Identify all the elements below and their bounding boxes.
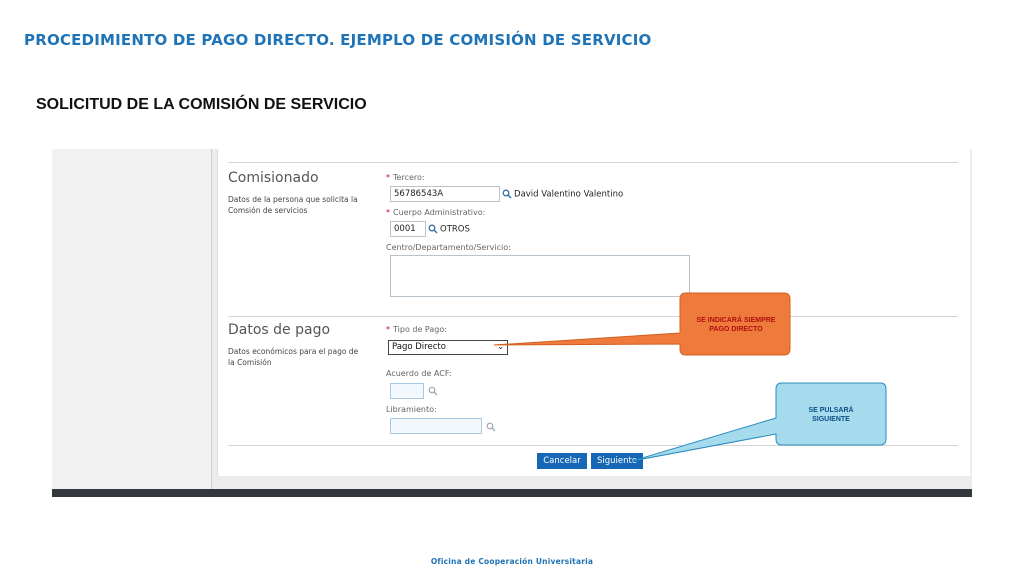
tipo-pago-label: * Tipo de Pago: — [386, 325, 447, 334]
callout-pago-text: SE INDICARÁ SIEMPRE PAGO DIRECTO — [696, 317, 776, 333]
cancel-button[interactable]: Cancelar — [537, 453, 587, 469]
libramiento-label: Libramiento: — [386, 405, 437, 414]
section-desc-comisionado: Datos de la persona que solicita la Comsión de servicios — [228, 195, 358, 215]
tercero-name: David Valentino Valentino — [514, 189, 624, 200]
tipo-pago-value: Pago Directo — [392, 342, 446, 352]
section-desc-pago: Datos económicos para el pago de la Comisión — [228, 347, 359, 367]
callout-siguiente-text: SE PULSARÁ SIGUIENTE — [808, 407, 854, 423]
cuerpo-name: OTROS — [440, 224, 470, 235]
tercero-input[interactable]: 56786543A — [390, 186, 500, 202]
required-marker: * — [386, 173, 390, 182]
section-title-comisionado: Comisionado — [228, 170, 319, 186]
chevron-down-icon: ⌄ — [497, 342, 504, 351]
slide-subtitle: SOLICITUD DE LA COMISIÓN DE SERVICIO — [36, 96, 367, 113]
centro-label: Centro/Departamento/Servicio: — [386, 243, 511, 252]
required-marker: * — [386, 325, 390, 334]
slide-title: PROCEDIMIENTO DE PAGO DIRECTO. EJEMPLO DE COMISIÓN DE SERVICIO — [24, 31, 652, 49]
cuerpo-input[interactable]: 0001 — [390, 221, 426, 237]
tercero-label: * Tercero: — [386, 173, 425, 182]
next-button[interactable]: Siguiente — [591, 453, 643, 469]
required-marker: * — [386, 208, 390, 217]
slide-footer: Oficina de Cooperación Universitaria — [430, 557, 594, 566]
cuerpo-label: * Cuerpo Administrativo: — [386, 208, 486, 217]
section-title-pago: Datos de pago — [228, 322, 331, 338]
acuerdo-label: Acuerdo de ACF: — [386, 369, 452, 378]
